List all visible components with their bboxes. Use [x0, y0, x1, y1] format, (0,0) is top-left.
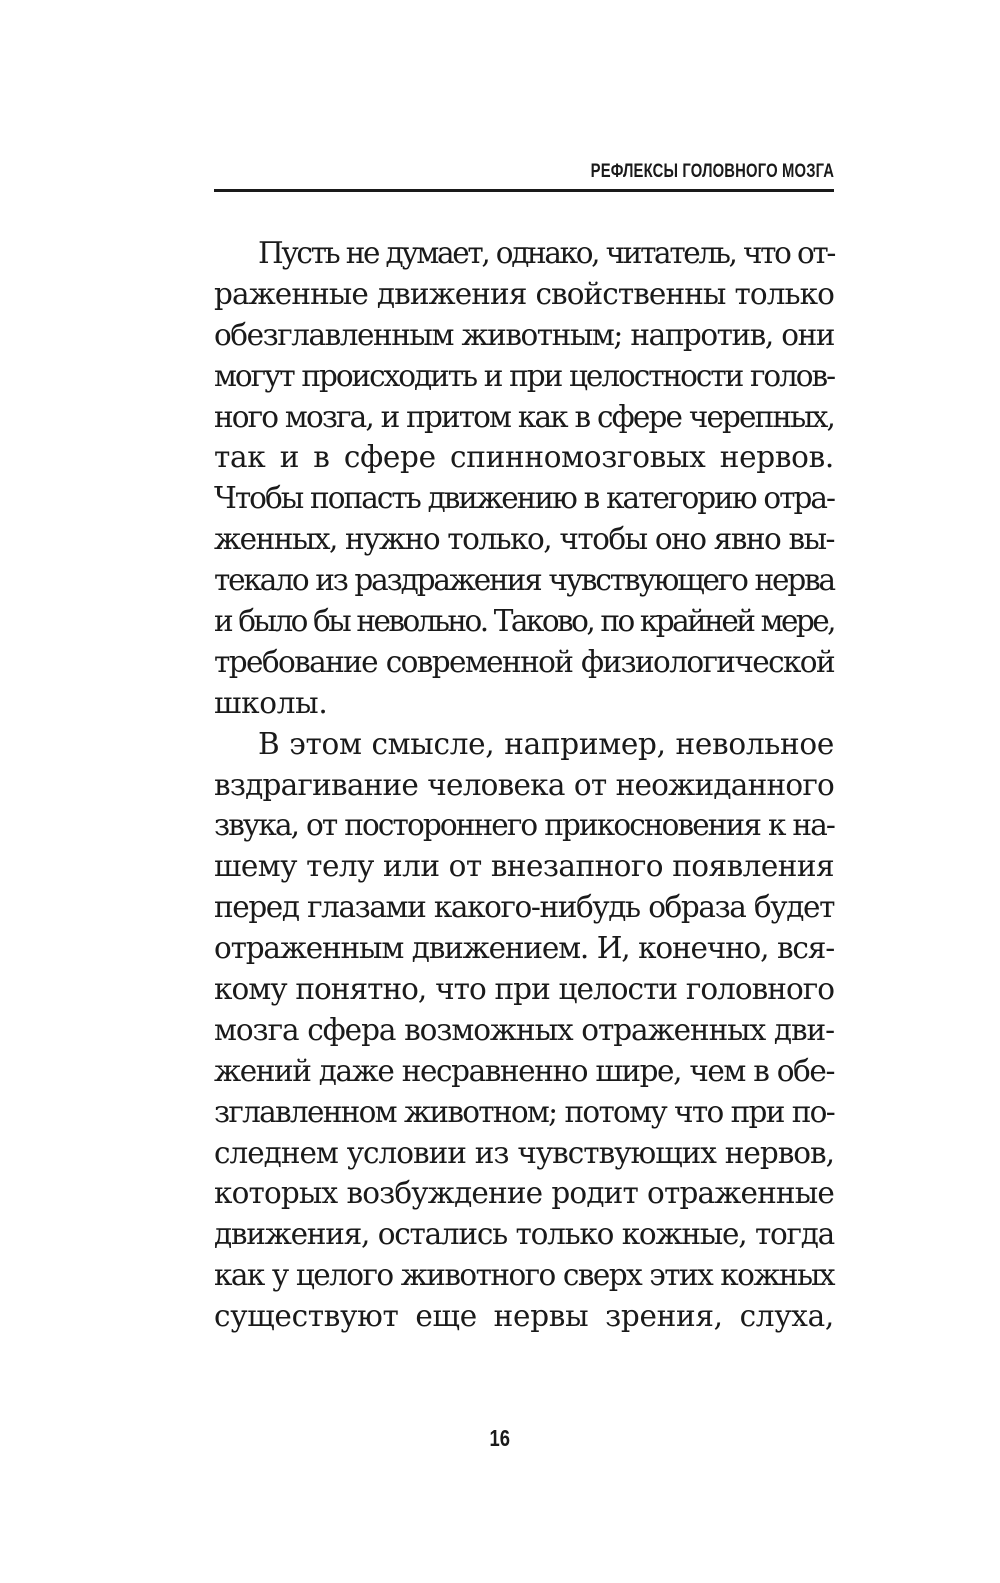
text-line: требование современной физиологической: [214, 644, 834, 679]
text-line: женных, нужно только, чтобы оно явно вы-: [214, 522, 834, 557]
page-number: [0, 1422, 1000, 1454]
text-line: вздрагивание человека от неожиданного: [214, 767, 834, 802]
text-line: звука, от постороннего прикосновения к на-: [214, 808, 834, 843]
page-number-text: 16: [489, 1425, 511, 1451]
text-line: перед глазами какого-нибудь образа будет: [214, 890, 834, 925]
text-line: ного мозга, и притом как в сфере черепных,: [214, 399, 834, 434]
text-line: так и в сфере спинномозговых нервов.: [214, 440, 834, 475]
text-line: и было бы невольно. Таково, по крайней мере,: [214, 604, 834, 639]
text-line: жений даже несравненно шире, чем в обе-: [214, 1053, 834, 1088]
text-line: зглавленном животном; потому что при по-: [214, 1094, 834, 1129]
text-line: раженные движения свойственны только: [214, 276, 834, 311]
text-line: текало из раздражения чувствующего нерва: [214, 563, 834, 598]
text-line: могут происходить и при целостности голов-: [214, 358, 834, 393]
text-line: как у целого животного сверх этих кожных: [214, 1258, 834, 1293]
running-header: [214, 152, 834, 192]
text-line: школы.: [214, 685, 328, 720]
text-line: существуют еще нервы зрения, слуха,: [214, 1299, 834, 1334]
text-line: движения, остались только кожные, тогда: [214, 1217, 834, 1252]
text-line: кому понятно, что при целости головного: [214, 972, 834, 1007]
text-line: Чтобы попасть движению в категорию отра-: [214, 481, 834, 516]
text-line: обезглавленным животным; напротив, они: [214, 317, 834, 352]
body-text: [214, 233, 834, 1337]
text-line: шему телу или от внезапного появления: [214, 849, 834, 884]
text-line: следнем условии из чувствующих нервов,: [214, 1135, 834, 1170]
text-line: мозга сфера возможных отраженных дви-: [214, 1012, 834, 1047]
text-line: отраженным движением. И, конечно, вся-: [214, 931, 834, 966]
running-title: РЕФЛЕКСЫ ГОЛОВНОГО МОЗГА: [590, 161, 834, 182]
text-line: Пусть не думает, однако, читатель, что от-: [258, 236, 834, 270]
text-line: которых возбуждение родит отраженные: [214, 1176, 834, 1211]
text-line: В этом смысле, например, невольное: [258, 726, 834, 761]
